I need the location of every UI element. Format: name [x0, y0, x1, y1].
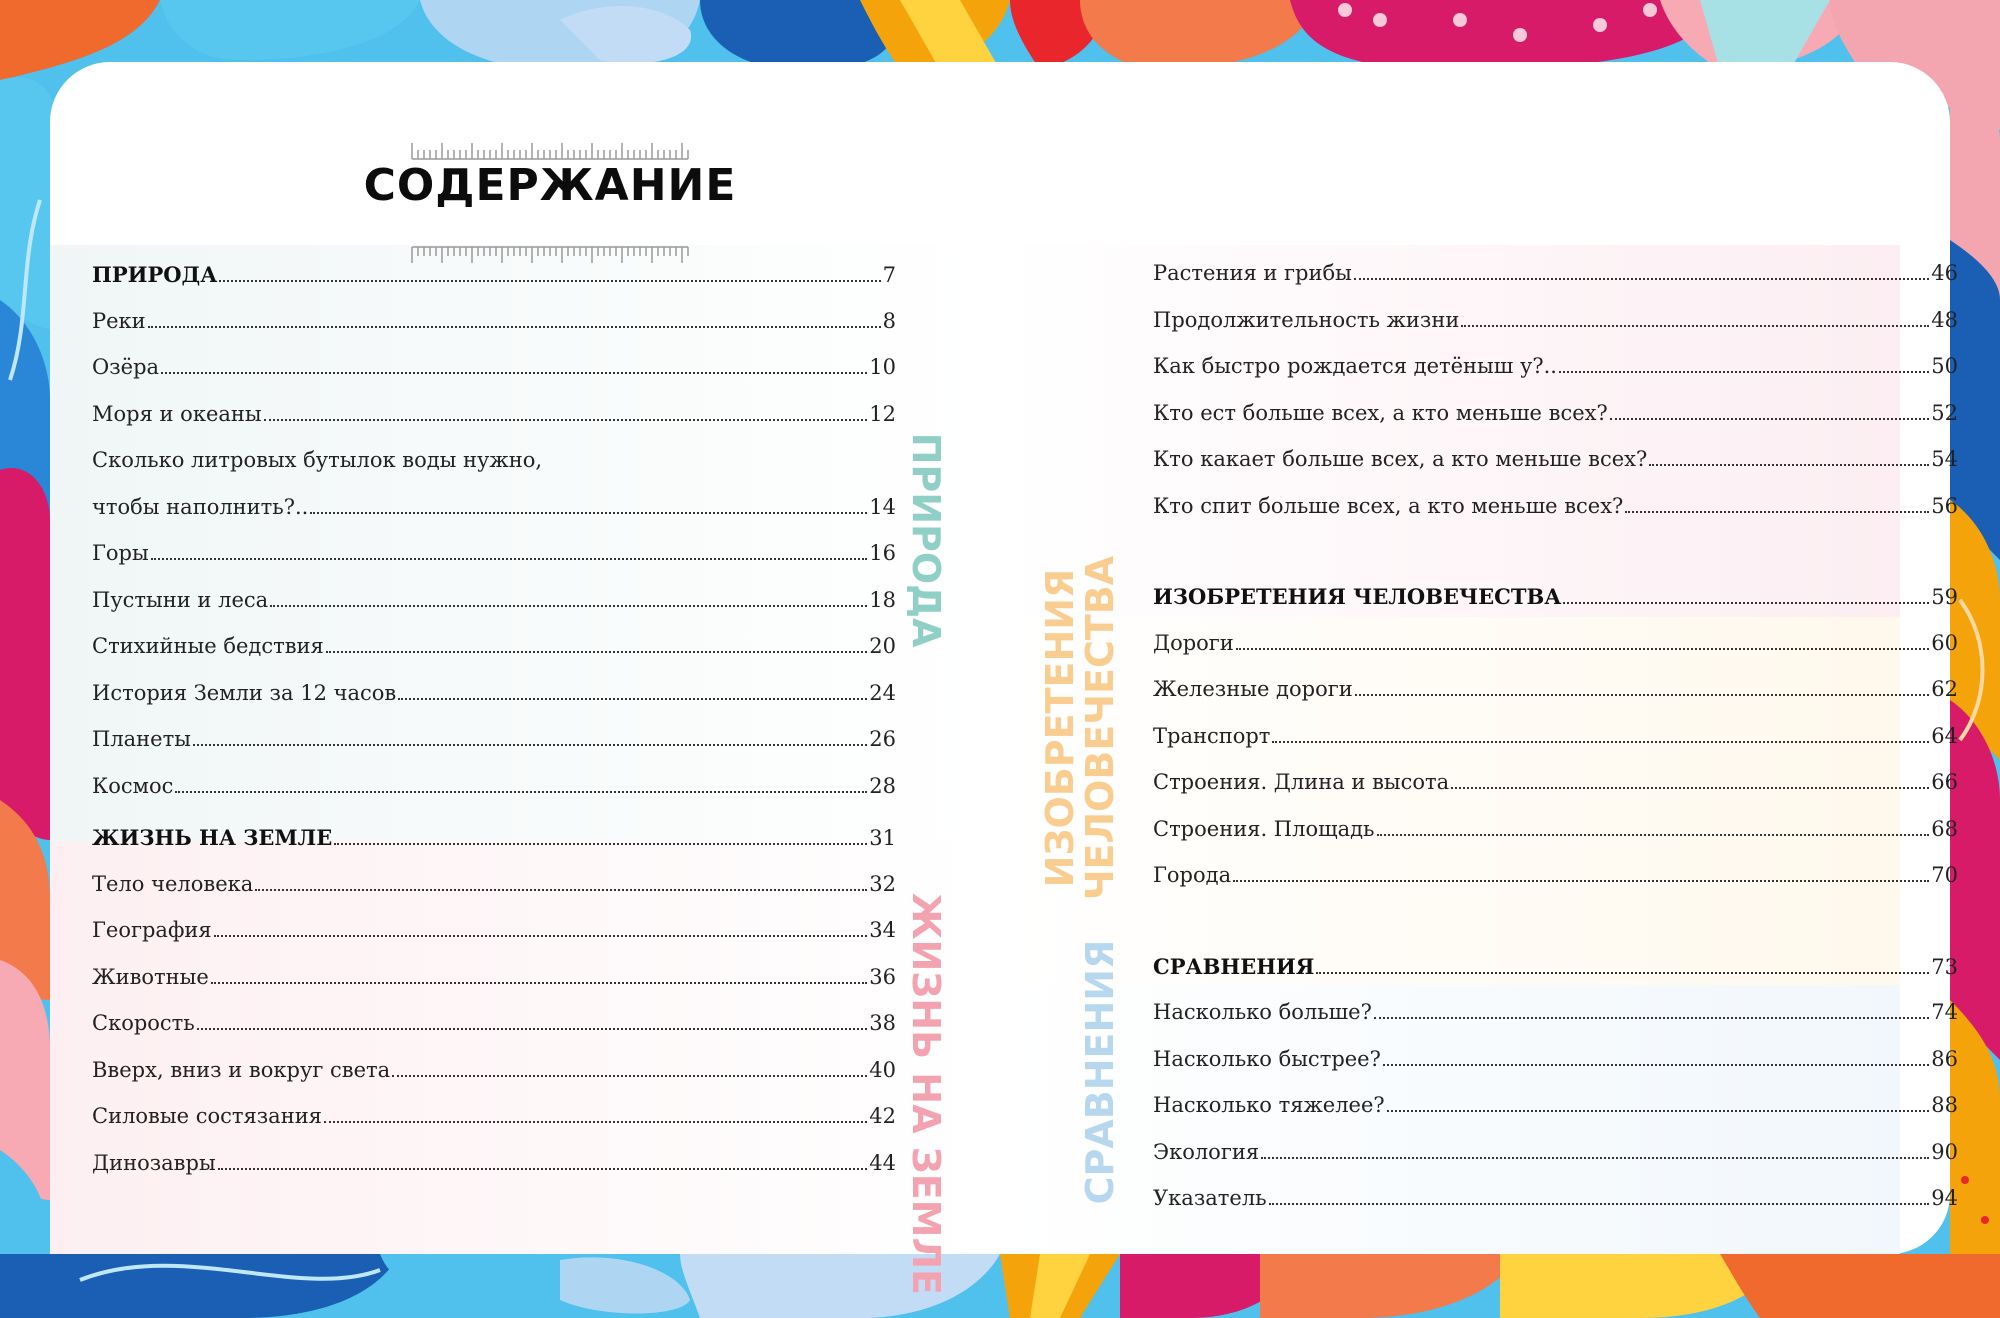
toc-entry-label: Скорость: [92, 1011, 195, 1035]
toc-page-number: 86: [1931, 1046, 1958, 1071]
toc-entry-label: Сколько литровых бутылок воды нужно,: [92, 448, 543, 472]
toc-entry-label: ЖИЗНЬ НА ЗЕМЛЕ: [92, 825, 333, 850]
toc-entry[interactable]: [1153, 494, 1958, 524]
toc-leader-dots: [392, 1075, 867, 1077]
toc-page-number: 62: [1931, 677, 1958, 701]
title-ruler-top: [412, 140, 688, 160]
toc-leader-dots: [161, 372, 867, 374]
toc-page-number: 70: [1931, 863, 1958, 887]
toc-entry-label: Реки: [92, 308, 146, 333]
toc-entry[interactable]: [92, 588, 896, 618]
toc-page-number: 7: [882, 263, 896, 287]
page-title: СОДЕРЖАНИЕ: [363, 160, 737, 211]
toc-entry-label: Растения и грибы: [1153, 261, 1352, 285]
toc-page-number: 28: [869, 773, 896, 798]
toc-leader-dots: [1233, 880, 1929, 882]
toc-leader-dots: [1272, 741, 1929, 743]
toc-page-number: 88: [1931, 1093, 1958, 1117]
toc-entry-label: Кто какает больше всех, а кто меньше всех?: [1153, 447, 1648, 471]
side-label-sravneniya: СРАВНЕНИЯ: [1078, 939, 1122, 1205]
toc-entry[interactable]: [1153, 1186, 1958, 1216]
toc-entry-label: Озёра: [92, 355, 160, 379]
toc-entry[interactable]: [92, 965, 896, 995]
toc-entry-label: ИЗОБРЕТЕНИЯ ЧЕЛОВЕЧЕСТВА: [1153, 584, 1562, 609]
toc-page-number: 44: [869, 1150, 896, 1175]
toc-page-number: 90: [1931, 1139, 1958, 1164]
toc-entry-label: Продолжительность жизни: [1153, 307, 1460, 332]
toc-page-number: 74: [1931, 1000, 1958, 1024]
toc-entry[interactable]: [1153, 1047, 1958, 1077]
toc-page-number: 31: [869, 826, 896, 850]
toc-leader-dots: [175, 791, 867, 793]
toc-entry-label: СРАВНЕНИЯ: [1153, 953, 1315, 979]
toc-entry-label: Динозавры: [92, 1150, 216, 1175]
toc-page-number: 73: [1931, 954, 1958, 979]
toc-leader-dots: [1649, 464, 1929, 466]
toc-entry[interactable]: [92, 1151, 896, 1181]
toc-entry-label: Горы: [92, 541, 149, 565]
title-block: [350, 100, 750, 260]
toc-page-number: 42: [869, 1104, 896, 1128]
toc-entry-label: Строения. Площадь: [1153, 816, 1375, 841]
toc-entry[interactable]: [92, 872, 896, 902]
toc-entry-label: Указатель: [1153, 1186, 1267, 1210]
toc-page-number: 59: [1931, 585, 1958, 609]
toc-leader-dots: [1387, 1110, 1930, 1112]
toc-entry[interactable]: [1153, 863, 1958, 893]
toc-entry-label: География: [92, 918, 212, 942]
toc-page-number: 94: [1931, 1186, 1958, 1210]
band-izobreteniya: [1000, 617, 1900, 985]
toc-entry[interactable]: [92, 1058, 896, 1088]
toc-leader-dots: [1236, 648, 1929, 650]
toc-leader-dots: [214, 935, 868, 937]
toc-entry-label: Экология: [1153, 1139, 1260, 1164]
toc-leader-dots: [255, 889, 867, 891]
toc-leader-dots: [1354, 278, 1929, 280]
toc-entry[interactable]: [1153, 261, 1958, 291]
toc-entry[interactable]: [92, 495, 896, 525]
toc-page-number: 36: [869, 964, 896, 989]
toc-entry-label: Железные дороги: [1153, 677, 1353, 701]
toc-section-heading[interactable]: [1153, 584, 1958, 614]
toc-entry[interactable]: [1153, 308, 1958, 338]
toc-entry[interactable]: [1153, 770, 1958, 800]
toc-entry-label: Насколько тяжелее?: [1153, 1093, 1385, 1117]
toc-entry-label: Насколько больше?: [1153, 1000, 1372, 1024]
toc-page-number: 18: [869, 587, 896, 612]
toc-entry[interactable]: [1153, 354, 1958, 384]
side-label-izobreteniya: ИЗОБРЕТЕНИЯ ЧЕЛОВЕЧЕСТВА: [1038, 555, 1122, 901]
toc-entry[interactable]: [92, 309, 896, 339]
toc-entry[interactable]: [92, 918, 896, 948]
band-zhizn: [50, 841, 980, 1254]
toc-leader-dots: [219, 280, 880, 282]
toc-page-number: 38: [869, 1011, 896, 1035]
toc-leader-dots: [1625, 511, 1929, 513]
toc-page-number: 16: [869, 541, 896, 565]
toc-entry-label: Дороги: [1153, 630, 1234, 655]
toc-entry[interactable]: [1153, 677, 1958, 707]
toc-leader-dots: [218, 1168, 868, 1170]
toc-page-number: 32: [869, 871, 896, 896]
toc-entry[interactable]: [92, 634, 896, 664]
side-label-zhizn: ЖИЗНЬ НА ЗЕМЛЕ: [904, 892, 948, 1296]
toc-entry[interactable]: [1153, 817, 1958, 847]
toc-leader-dots: [197, 1028, 868, 1030]
toc-page-number: 24: [869, 680, 896, 705]
toc-entry-label: Как быстро рождается детёныш у?..: [1153, 354, 1557, 378]
toc-entry-label: Животные: [92, 964, 209, 989]
toc-leader-dots: [1559, 371, 1929, 373]
toc-entry[interactable]: [1153, 447, 1958, 477]
toc-leader-dots: [334, 843, 867, 845]
toc-page-number: 46: [1931, 261, 1958, 285]
toc-page-number: 64: [1931, 723, 1958, 748]
toc-entry-label: Строения. Длина и высота: [1153, 770, 1450, 794]
toc-entry-label: Тело человека: [92, 871, 254, 896]
toc-leader-dots: [1610, 418, 1930, 420]
toc-entry-label: История Земли за 12 часов: [92, 680, 397, 705]
toc-entry[interactable]: [1153, 1093, 1958, 1123]
toc-entry[interactable]: [1153, 724, 1958, 754]
toc-entry-label: Пустыни и леса: [92, 587, 269, 612]
toc-entry[interactable]: [92, 355, 896, 385]
toc-page-number: 68: [1931, 816, 1958, 841]
toc-page-number: 20: [869, 634, 896, 658]
toc-entry[interactable]: [92, 774, 896, 804]
toc-leader-dots: [1269, 1203, 1930, 1205]
toc-leader-dots: [398, 698, 867, 700]
toc-page-number: 12: [869, 401, 896, 426]
toc-entry[interactable]: [92, 681, 896, 711]
toc-entry-label: Города: [1153, 863, 1232, 887]
toc-leader-dots: [1451, 787, 1929, 789]
toc-page-number: 14: [869, 494, 896, 519]
toc-entry[interactable]: [92, 448, 896, 478]
toc-leader-dots: [148, 326, 881, 328]
toc-leader-dots: [211, 982, 867, 984]
toc-entry-label: ПРИРОДА: [92, 262, 218, 287]
toc-page-number: 56: [1931, 493, 1958, 518]
toc-entry[interactable]: [92, 541, 896, 571]
toc-page-number: 26: [869, 727, 896, 751]
toc-page-number: 10: [869, 355, 896, 379]
toc-entry[interactable]: [1153, 1000, 1958, 1030]
toc-page-number: 48: [1931, 307, 1958, 332]
toc-leader-dots: [1563, 602, 1929, 604]
toc-entry-label: чтобы наполнить?..: [92, 494, 309, 519]
toc-leader-dots: [151, 558, 868, 560]
toc-leader-dots: [1377, 834, 1930, 836]
toc-page-number: 8: [882, 308, 896, 333]
toc-leader-dots: [326, 651, 867, 653]
toc-entry[interactable]: [92, 1011, 896, 1041]
toc-leader-dots: [324, 1121, 867, 1123]
toc-leader-dots: [264, 419, 868, 421]
toc-entry-label: Транспорт: [1153, 723, 1271, 748]
toc-leader-dots: [1374, 1017, 1929, 1019]
toc-entry[interactable]: [1153, 631, 1958, 661]
toc-entry-label: Моря и океаны: [92, 401, 262, 426]
toc-entry[interactable]: [1153, 401, 1958, 431]
side-label-priroda: ПРИРОДА: [904, 432, 948, 648]
toc-page-number: 40: [869, 1057, 896, 1082]
toc-entry-label: Кто спит больше всех, а кто меньше всех?: [1153, 493, 1624, 518]
toc-entry-label: Вверх, вниз и вокруг света: [92, 1057, 391, 1082]
band-rasteniya: [1000, 245, 1900, 617]
toc-page-number: 66: [1931, 770, 1958, 794]
toc-leader-dots: [270, 605, 867, 607]
toc-entry-label: Планеты: [92, 727, 191, 751]
toc-page-number: 54: [1931, 447, 1958, 471]
toc-leader-dots: [193, 744, 867, 746]
toc-page-number: 60: [1931, 630, 1958, 655]
toc-page-number: 34: [869, 918, 896, 942]
toc-section-heading[interactable]: [92, 825, 896, 855]
toc-entry-label: Силовые состязания: [92, 1104, 322, 1128]
toc-entry[interactable]: [1153, 1140, 1958, 1170]
toc-leader-dots: [1383, 1064, 1929, 1066]
toc-card: [50, 62, 1958, 1296]
toc-entry-label: Космос: [92, 773, 174, 798]
toc-leader-dots: [310, 512, 867, 514]
toc-section-heading[interactable]: [92, 262, 896, 292]
toc-entry[interactable]: [92, 402, 896, 432]
toc-leader-dots: [1461, 325, 1929, 327]
toc-entry-label: Кто ест больше всех, а кто меньше всех?: [1153, 400, 1608, 425]
toc-entry[interactable]: [92, 1104, 896, 1134]
toc-entry-label: Стихийные бедствия: [92, 634, 324, 658]
toc-page-number: 50: [1931, 354, 1958, 378]
toc-leader-dots: [1261, 1157, 1929, 1159]
toc-entry[interactable]: [92, 727, 896, 757]
toc-leader-dots: [1355, 694, 1930, 696]
toc-section-heading[interactable]: [1153, 954, 1958, 984]
toc-page-number: 52: [1931, 400, 1958, 425]
toc-entry-label: Насколько быстрее?: [1153, 1046, 1381, 1071]
toc-leader-dots: [1316, 972, 1929, 974]
